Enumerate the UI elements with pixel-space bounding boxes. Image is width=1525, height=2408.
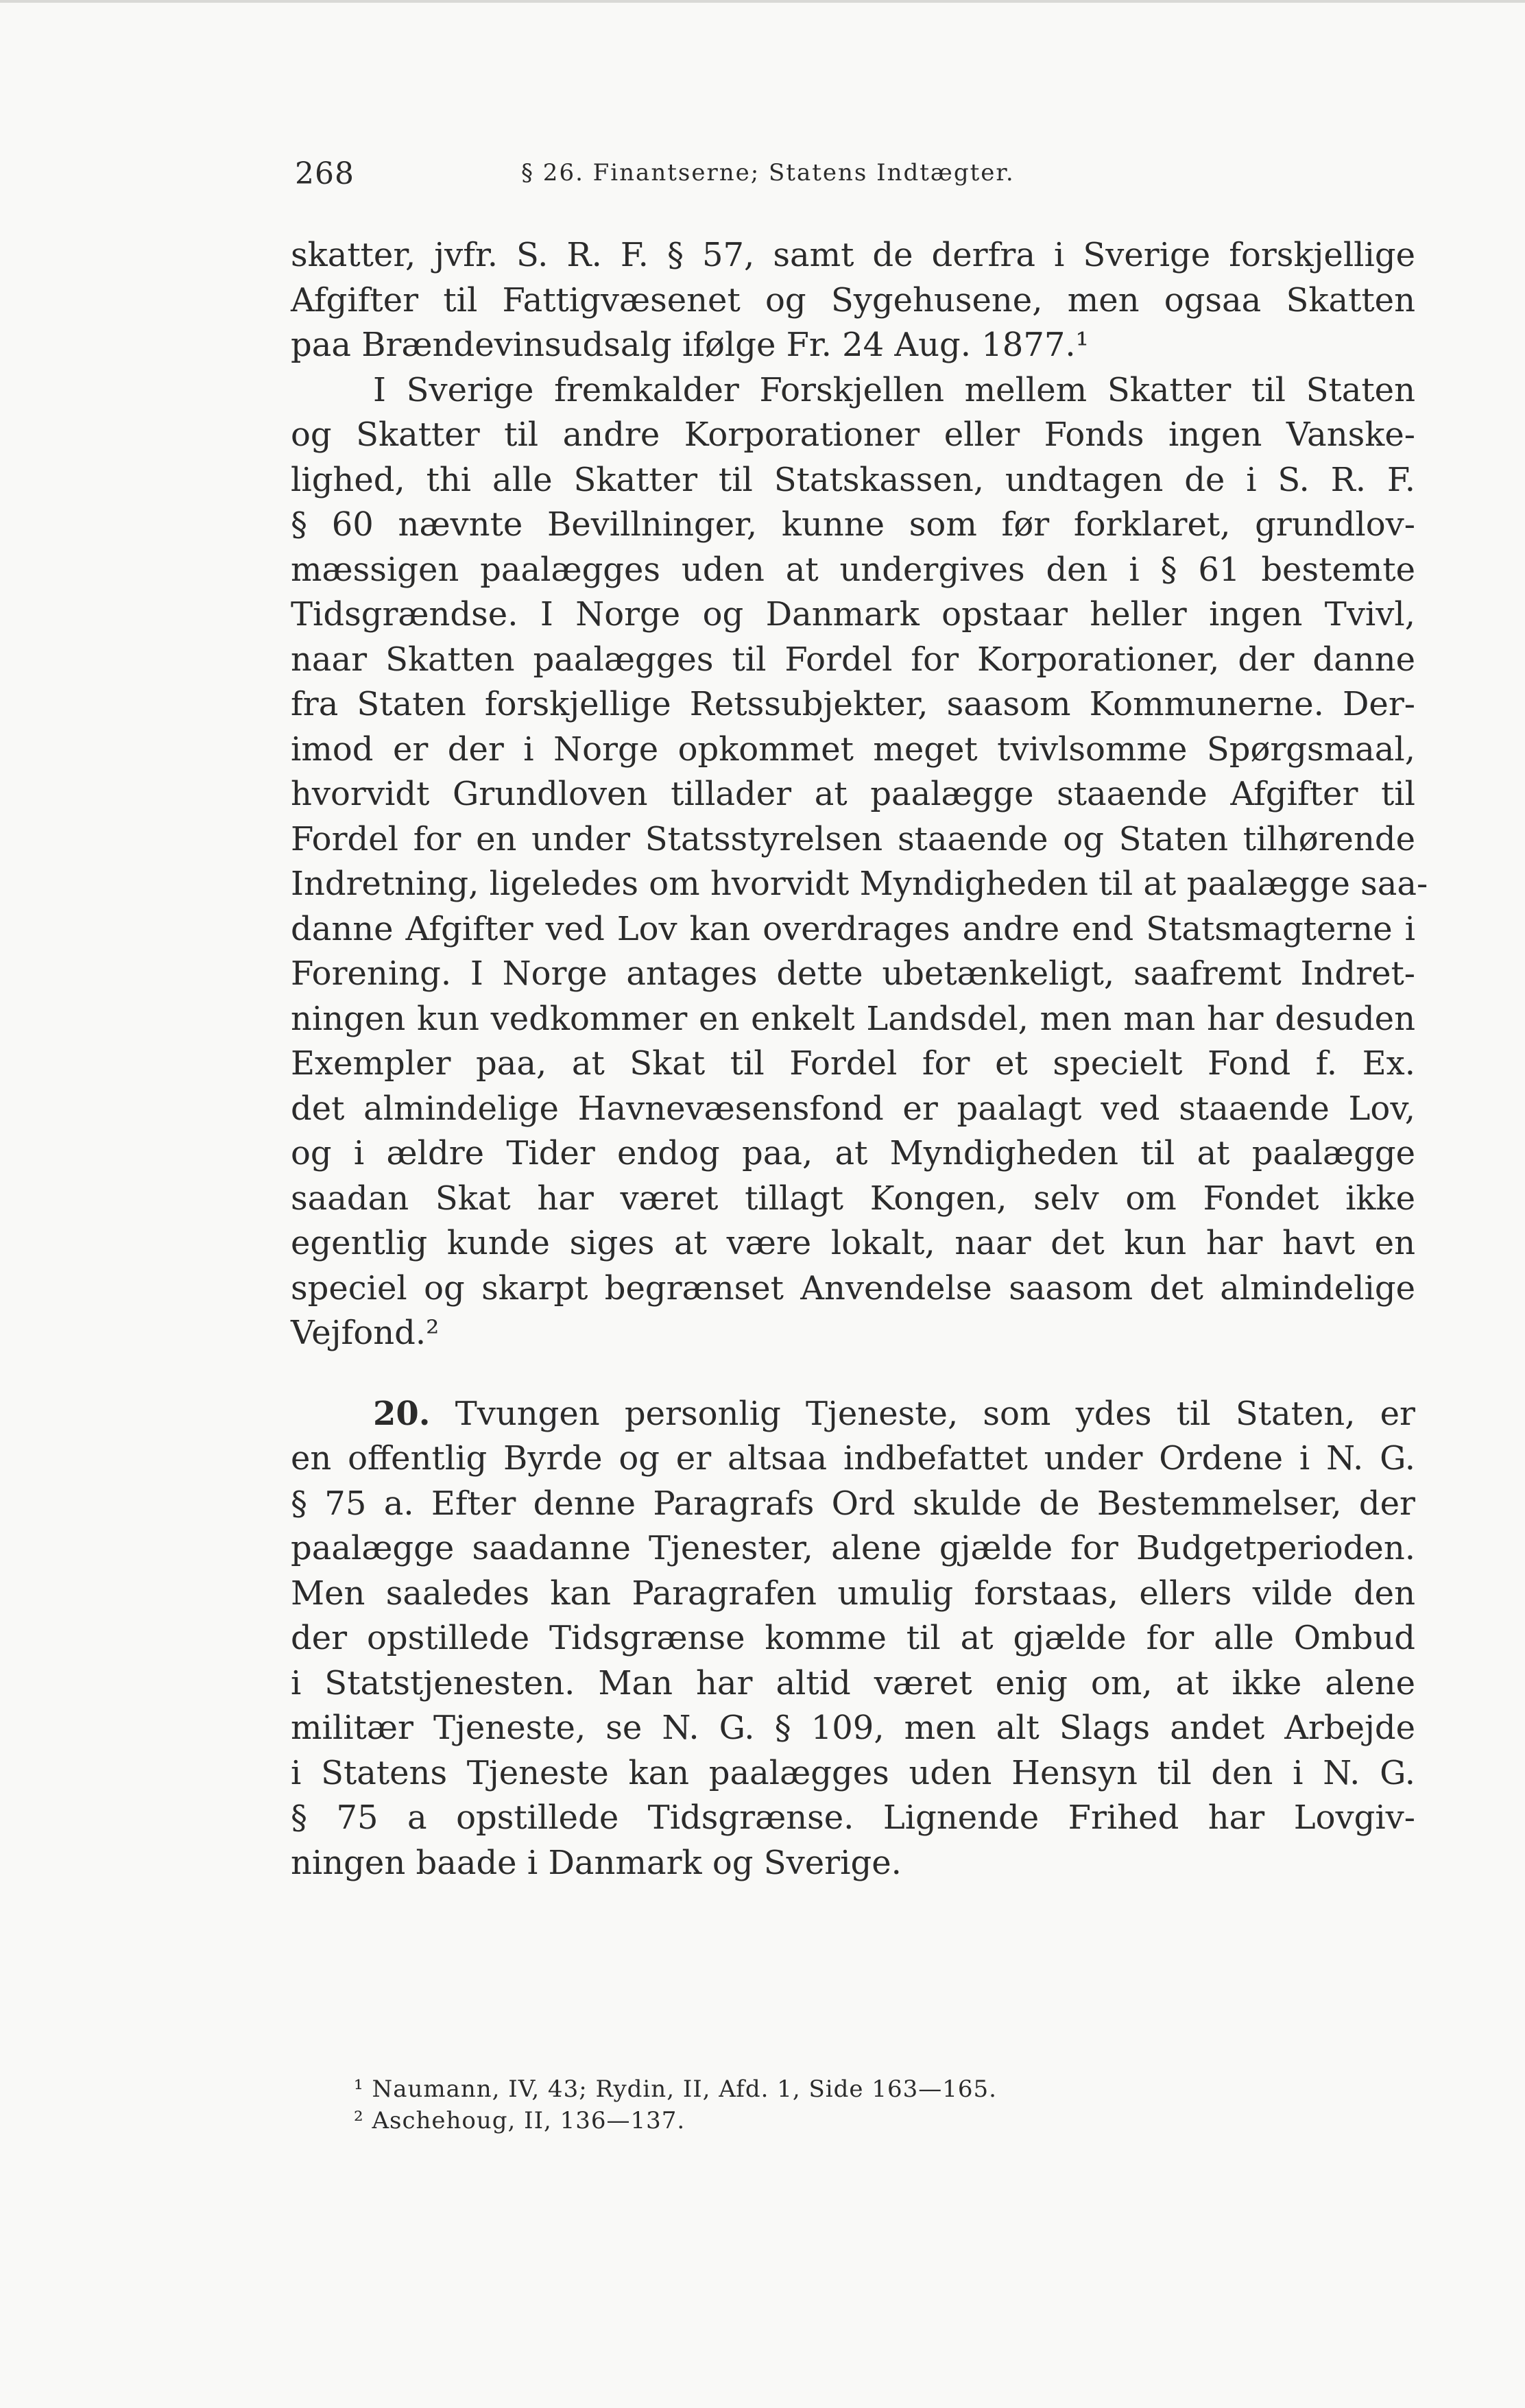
running-title: § 26. Finantserne; Statens Indtægter. <box>521 159 1015 186</box>
text-line: i Statens Tjeneste kan paalægges uden Hensyn til den i N. G. <box>291 1753 1415 1792</box>
text-line: mæssigen paalægges uden at undergives den i § 61 bestemte <box>291 550 1415 589</box>
text-line: der opstillede Tidsgrænse komme til at gjælde for alle Ombud <box>291 1619 1415 1657</box>
top-edge-line <box>0 0 1525 3</box>
text-line: fra Staten forskjellige Retssubjekter, saasom Kommunerne. Der- <box>291 685 1415 723</box>
text-line: lighed, thi alle Skatter til Statskassen, undtagen de i S. R. F. <box>291 460 1415 499</box>
text-line: militær Tjeneste, se N. G. § 109, men alt Slags andet Arbejde <box>291 1709 1415 1747</box>
text-line: det almindelige Havnevæsensfond er paalagt ved staaende Lov, <box>291 1089 1415 1128</box>
text-line: Men saaledes kan Paragrafen umulig forstaas, ellers vilde den <box>291 1574 1415 1613</box>
text-line: Exempler paa, at Skat til Fordel for et specielt Fond f. Ex. <box>291 1044 1415 1083</box>
text-line: og i ældre Tider endog paa, at Myndigheden til at paalægge <box>291 1134 1415 1172</box>
page-number: 268 <box>295 156 355 191</box>
page-header <box>295 156 1234 197</box>
text-line: Afgifter til Fattigvæsenet og Sygehusene, men ogsaa Skatten <box>291 280 1415 320</box>
text-line: § 60 nævnte Bevillninger, kunne som før forklaret, grundlov- <box>291 505 1415 544</box>
text-line: § 75 a. Efter denne Paragrafs Ord skulde de Bestemmelser, der <box>291 1484 1415 1523</box>
text-line: imod er der i Norge opkommet meget tvivlsomme Spørgsmaal, <box>291 730 1415 769</box>
section-first-line-text: Tvungen personlig Tjeneste, som ydes til Staten, er <box>455 1394 1415 1433</box>
paragraph-2 <box>291 368 1428 1356</box>
footnotes <box>354 2073 1245 2136</box>
footnote-1: ¹ Naumann, IV, 43; Rydin, II, Afd. 1, Side 163—165. <box>354 2075 997 2103</box>
text-line: i Statstjenesten. Man har altid været enig om, at ikke alene <box>291 1663 1415 1702</box>
paragraph-1 <box>291 233 1415 368</box>
text-line: ningen kun vedkommer en enkelt Landsdel, men man har desuden <box>291 999 1415 1038</box>
text-line: og Skatter til andre Korporationer eller Fonds ingen Vanske- <box>291 416 1415 454</box>
text-line: Tidsgrændse. I Norge og Danmark opstaar heller ingen Tvivl, <box>291 595 1415 634</box>
section-20 <box>291 1392 1415 1886</box>
text-line: skatter, jvfr. S. R. F. § 57, samt de derfra i Sverige forskjellige <box>291 236 1415 274</box>
text-line: Indretning, ligeledes om hvorvidt Myndigheden til at paalægge saa- <box>291 865 1428 903</box>
text-line: hvorvidt Grundloven tillader at paalægge staaende Afgifter til <box>291 775 1415 813</box>
text-line: danne Afgifter ved Lov kan overdrages andre end Statsmagterne i <box>291 909 1415 948</box>
section-first-line <box>291 1392 1415 1437</box>
main-text <box>291 233 1428 1886</box>
text-line: Vejfond.² <box>291 1314 440 1352</box>
text-line: paalægge saadanne Tjenester, alene gjælde for Budgetperioden. <box>291 1529 1415 1567</box>
text-line: egentlig kunde siges at være lokalt, naar det kun har havt en <box>291 1224 1415 1262</box>
text-line: paa Brændevinsudsalg ifølge Fr. 24 Aug. 1877.¹ <box>291 326 1089 364</box>
section-number: 20. <box>373 1394 431 1433</box>
text-line: naar Skatten paalægges til Fordel for Korporationer, der danne <box>291 640 1415 679</box>
text-line: Fordel for en under Statsstyrelsen staaende og Staten tilhørende <box>291 819 1415 858</box>
text-line: en offentlig Byrde og er altsaa indbefattet under Ordene i N. G. <box>291 1439 1415 1478</box>
text-line: saadan Skat har været tillagt Kongen, selv om Fondet ikke <box>291 1179 1415 1218</box>
text-line: Forening. I Norge antages dette ubetænkeligt, saafremt Indret- <box>291 954 1415 993</box>
text-line: I Sverige fremkalder Forskjellen mellem Skatter til Staten <box>373 370 1415 409</box>
text-line: § 75 a opstillede Tidsgrænse. Lignende Frihed har Lovgiv- <box>291 1798 1415 1837</box>
footnote-2: ² Aschehoug, II, 136—137. <box>354 2107 686 2134</box>
text-line: ningen baade i Danmark og Sverige. <box>291 1843 902 1882</box>
text-line: speciel og skarpt begrænset Anvendelse saasom det almindelige <box>291 1268 1415 1308</box>
